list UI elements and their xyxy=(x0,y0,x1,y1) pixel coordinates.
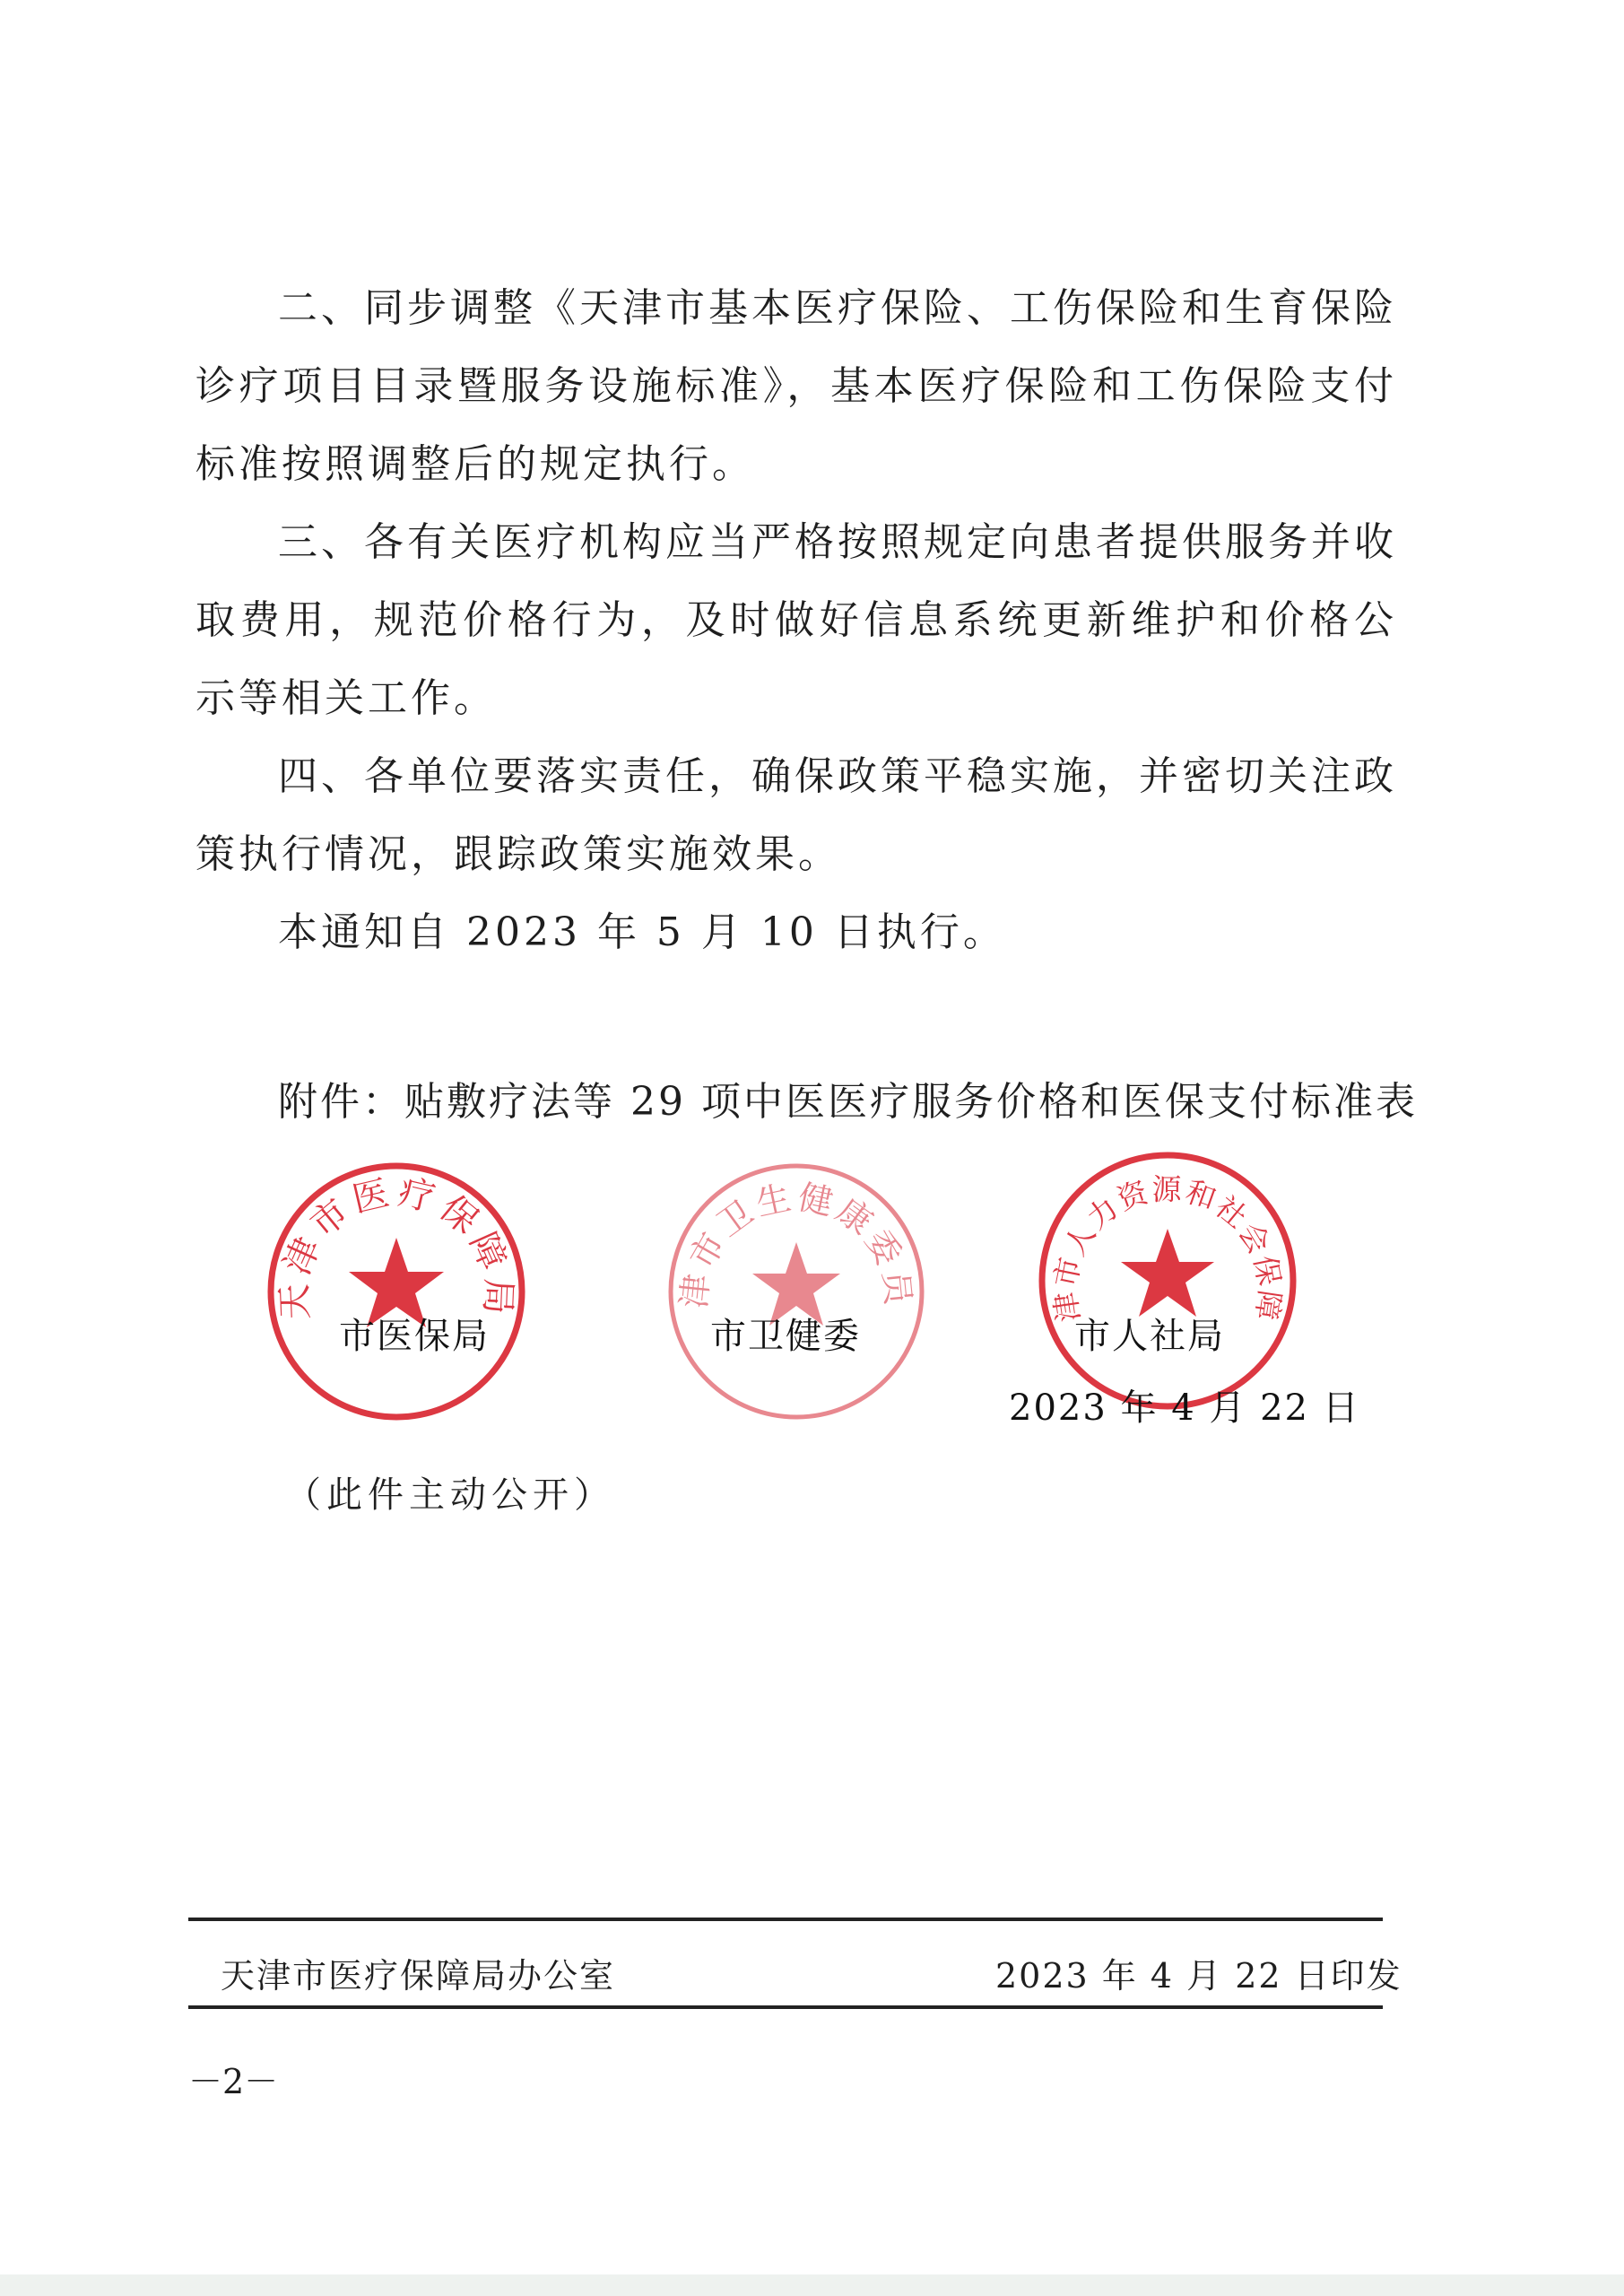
footer-print-date: 2023 年 4 月 22 日印发 xyxy=(995,1956,1403,1996)
signature-health-commission: 市卫健委 xyxy=(710,1316,861,1357)
sign-date: 2023 年 4 月 22 日 xyxy=(1009,1387,1360,1429)
page-number: －2－ xyxy=(188,2062,279,2101)
public-disclosure-note: （此件主动公开） xyxy=(285,1474,615,1516)
seal-image xyxy=(1033,1146,1302,1415)
seal-health-commission xyxy=(662,1157,931,1426)
attachment-line: 附件：贴敷疗法等 29 项中医医疗服务价格和医保支付标准表 xyxy=(278,1079,1418,1125)
seal-medical-security-bureau xyxy=(262,1157,531,1426)
footer-bottom-rule xyxy=(188,2005,1383,2009)
paragraph-4: 四、各单位要落实责任，确保政策平稳实施，并密切关注政策执行情况，跟踪政策实施效果。 xyxy=(195,753,1397,877)
svg-text:天津市人力资源和社会保障局: 津市人力资源和社会保障 xyxy=(1046,1171,1289,1325)
svg-text:天津市医疗保障局: 天津市医疗保障局 xyxy=(274,1171,519,1321)
footer-top-rule xyxy=(188,1918,1383,1921)
paragraph-2: 二、同步调整《天津市基本医疗保险、工伤保险和生育保险诊疗项目目录暨服务设施标准》，基本医疗保险和工伤保险支付标准按照调整后的规定执行。 xyxy=(195,285,1397,487)
signature-medical-security-bureau: 市医保局 xyxy=(339,1316,490,1357)
seal-image xyxy=(662,1157,931,1426)
paragraph-3: 三、各有关医疗机构应当严格按照规定向患者提供服务并收取费用，规范价格行为，及时做好信息系统更新维护和价格公示等相关工作。 xyxy=(195,519,1397,721)
signature-human-resources-bureau: 市人社局 xyxy=(1074,1316,1225,1357)
seal-image xyxy=(262,1157,531,1426)
footer-issuer: 天津市医疗保障局办公室 xyxy=(221,1956,616,1996)
seal-human-resources-bureau xyxy=(1033,1146,1302,1415)
body-text xyxy=(195,269,1397,971)
svg-text:天津市卫生健康委员会: 津市卫生健康委员 xyxy=(673,1177,919,1310)
effective-date-note: 本通知自 2023 年 5 月 10 日执行。 xyxy=(278,909,1006,955)
scan-edge xyxy=(0,2274,1624,2296)
